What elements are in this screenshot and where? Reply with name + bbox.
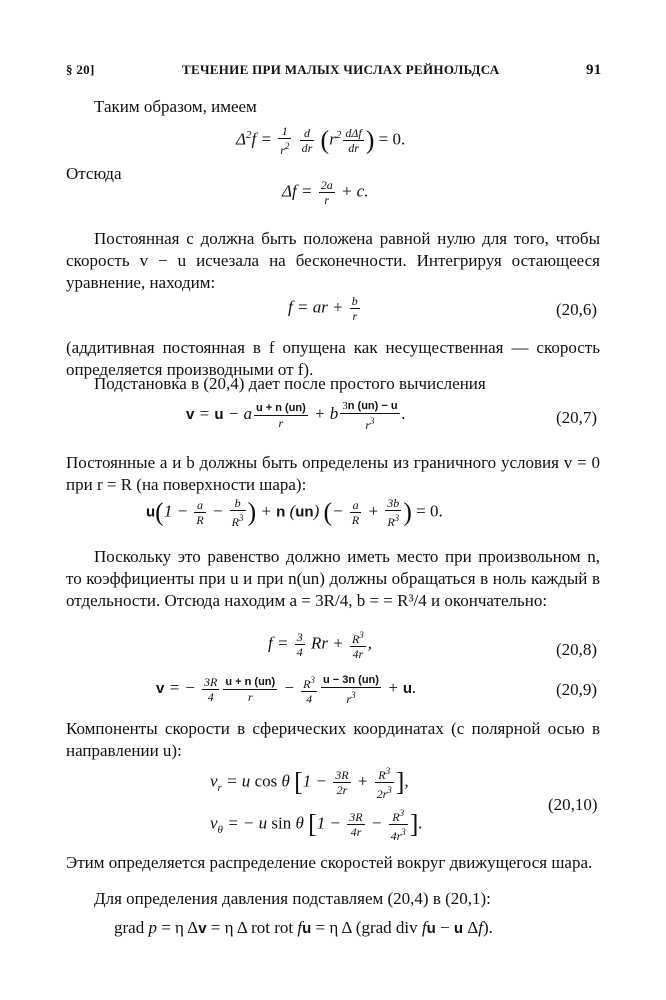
equation-v-final: v = − $\frac{3R}{4}$ $\frac{u + n (un)}{r}$ − $\frac{R^3}{4}$ $\frac{u - 3n (un)}{r^3}$ + u.	[156, 674, 417, 706]
equation-f-final: f = $\frac{3}{4}$ Rr + $\frac{R^3}{4r}$ ,	[268, 630, 373, 661]
equation-label-20-9: (20,9)	[556, 680, 598, 699]
equation-label-20-7: (20,7)	[556, 408, 598, 427]
equation-boundary: u(1 − $\frac{a}{R}$ − $\frac{b}{R^3}$ ) + n (un) (− $\frac{a}{R}$ + $\frac{3b}{R^3}$ ) = 0.	[146, 496, 443, 529]
equation-grad-p: grad p = η Δv = η Δ rot rot fu = η Δ (grad div fu − u Δf).	[114, 918, 493, 937]
paragraph-8: Компоненты скорости в сферических координатах (с полярной осью в направлении u):	[66, 719, 600, 760]
equation-label-20-8: (20,8)	[556, 640, 598, 659]
section-number: § 20]	[66, 62, 95, 77]
paragraph-3: Постоянная c должна быть положена равной нулю для того, чтобы скорость v − u исчезала на бесконечности. Интегрируя остающееся уравнение, находим:	[66, 229, 600, 292]
equation-deltaf: Δf = $\frac{2a}{r}$ + c.	[282, 178, 369, 207]
equation-f: f = ar + $\frac{b}{r}$	[288, 294, 358, 323]
page-number: 91	[586, 62, 602, 78]
paragraph-6: Постоянные a и b должны быть определены из граничного условия v = 0 при r = R (на поверхности шара):	[66, 453, 600, 494]
paragraph-10: Для определения давления подставляем (20,4) в (20,1):	[94, 889, 491, 908]
equation-vtheta: $v_\theta$ = − u sin θ [1 − $\frac{3R}{4r}$ − $\frac{R^3}{4r^3}$ ].	[210, 808, 423, 843]
equation-v: v = u − a $\frac{u + n (un)}{r}$ + b $\frac{3n (un) - u}{r^3}$ .	[186, 400, 406, 432]
paragraph-5: Подстановка в (20,4) дает после простого вычисления	[94, 374, 486, 393]
paragraph-1: Таким образом, имеем	[94, 97, 257, 116]
equation-vr: $v_r = u$ cos θ [1 − $\frac{3R}{2r}$ + $\frac{R^3}{2r^3}$ ],	[210, 766, 409, 801]
equation-delta2f: $\Delta^2f$ = $\frac{1}{r^2}$ $\frac{d}{dr}$ ($r^2$ $\frac{\text{dΔf}}{dr}$ ) = 0.	[236, 124, 406, 157]
paragraph-2: Отсюда	[66, 164, 122, 183]
running-title: ТЕЧЕНИЕ ПРИ МАЛЫХ ЧИСЛАХ РЕЙНОЛЬДСА	[182, 62, 500, 77]
paragraph-4: (аддитивная постоянная в f опущена как несущественная — скорость определяется производными от f).	[66, 338, 600, 379]
equation-label-20-10: (20,10)	[548, 795, 598, 814]
paragraph-9: Этим определяется распределение скоростей вокруг движущегося шара.	[66, 853, 593, 872]
paragraph-7: Поскольку это равенство должно иметь место при произвольном n, то коэффициенты при u и при n(un) должны обращаться в ноль каждый в отдельности. Отсюда находим a = 3R/4, b = = R³/4 и окончательно:	[66, 547, 600, 610]
equation-label-20-6: (20,6)	[556, 300, 598, 319]
